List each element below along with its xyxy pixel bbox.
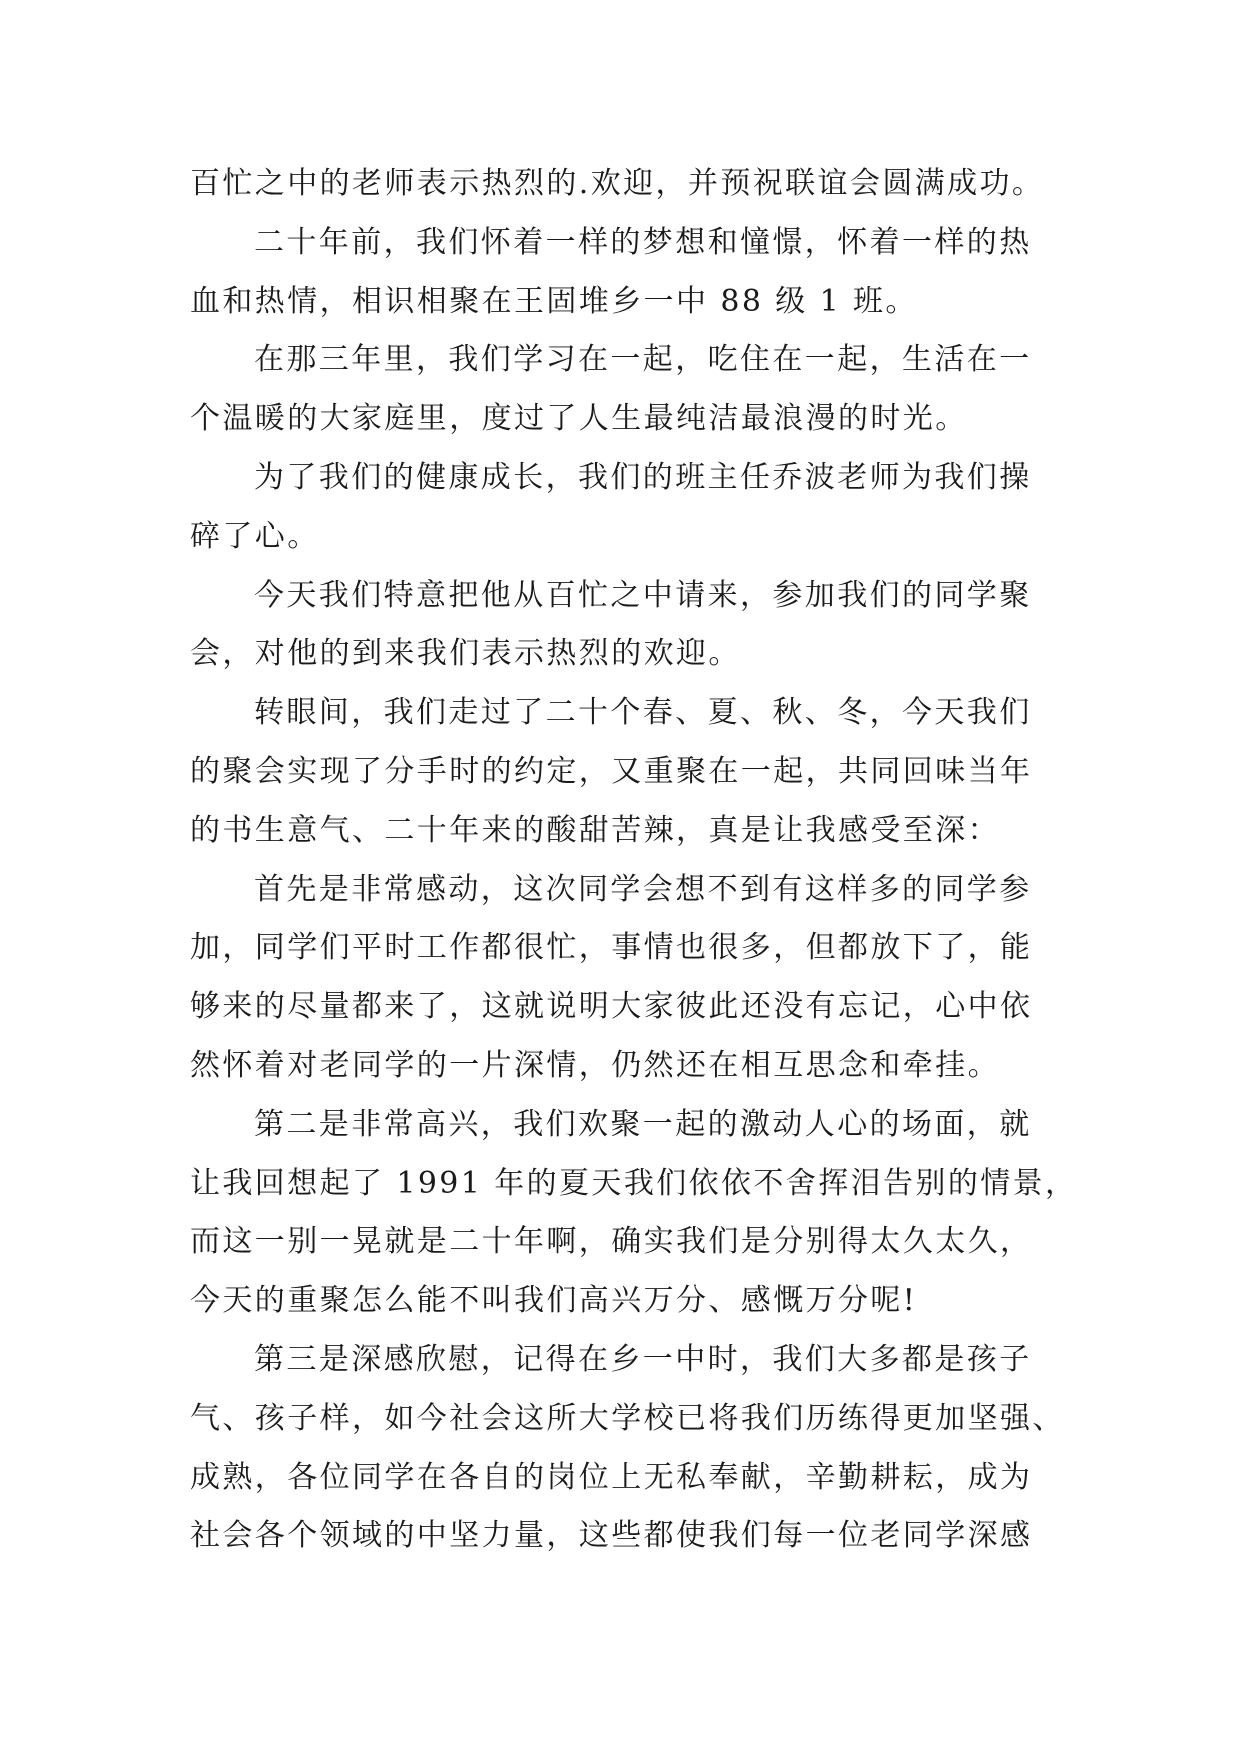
text-line: 成熟，各位同学在各自的岗位上无私奉献，辛勤耕耘，成为	[190, 1459, 1033, 1495]
text-line: 而这一别一晃就是二十年啊，确实我们是分别得太久太久，	[190, 1224, 1033, 1260]
text-line: 够来的尽量都来了，这就说明大家彼此还没有忘记，心中依	[190, 989, 1033, 1025]
paragraph-start-line: 第三是深感欣慰，记得在乡一中时，我们大多都是孩子	[254, 1341, 1032, 1377]
text-line: 会，对他的到来我们表示热烈的欢迎。	[190, 636, 741, 672]
text-line: 然怀着对老同学的一片深情，仍然还在相互思念和牵挂。	[190, 1047, 1000, 1083]
text-line: 的书生意气、二十年来的酸甜苦辣，真是让我感受至深：	[190, 812, 1000, 848]
text-line: 气、孩子样，如今社会这所大学校已将我们历练得更加坚强、	[190, 1400, 1065, 1436]
text-line: 社会各个领域的中坚力量，这些都使我们每一位老同学深感	[190, 1518, 1033, 1554]
paragraph-start-line: 二十年前，我们怀着一样的梦想和憧憬，怀着一样的热	[254, 224, 1032, 260]
text-line: 让我回想起了 1991 年的夏天我们依依不舍挥泪告别的情景，	[190, 1165, 1078, 1201]
text-line: 百忙之中的老师表示热烈的.欢迎，并预祝联谊会圆满成功。	[190, 166, 1045, 201]
paragraph-start-line: 第二是非常高兴，我们欢聚一起的激动人心的场面，就	[254, 1106, 1032, 1142]
text-line: 今天的重聚怎么能不叫我们高兴万分、感慨万分呢!	[190, 1283, 918, 1319]
paragraph-start-line: 在那三年里，我们学习在一起，吃住在一起，生活在一	[254, 342, 1032, 378]
text-line: 碎了心。	[190, 518, 320, 554]
text-line: 加，同学们平时工作都很忙，事情也很多，但都放下了，能	[190, 930, 1033, 966]
text-line: 的聚会实现了分手时的约定，又重聚在一起，共同回味当年	[190, 753, 1033, 789]
text-line: 个温暖的大家庭里，度过了人生最纯洁最浪漫的时光。	[190, 401, 968, 437]
paragraph-start-line: 转眼间，我们走过了二十个春、夏、秋、冬，今天我们	[254, 695, 1032, 731]
text-line: 血和热情，相识相聚在王固堆乡一中 88 级 1 班。	[190, 283, 918, 319]
body-text	[190, 155, 1078, 1566]
paragraph-start-line: 今天我们特意把他从百忙之中请来，参加我们的同学聚	[254, 577, 1032, 613]
paragraph-start-line: 为了我们的健康成长，我们的班主任乔波老师为我们操	[254, 459, 1032, 495]
paragraph-start-line: 首先是非常感动，这次同学会想不到有这样多的同学参	[254, 871, 1032, 907]
